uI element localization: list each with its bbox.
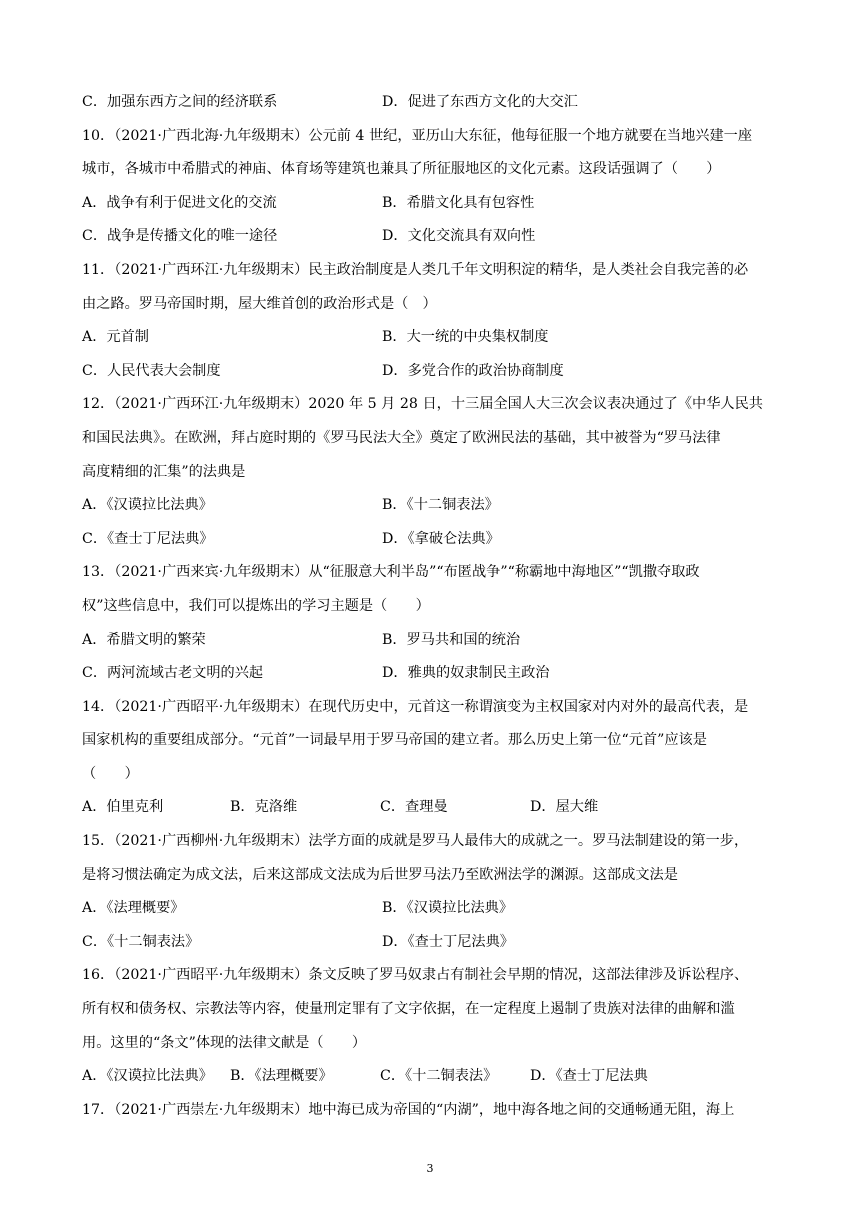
q15-options-ab [82,892,782,926]
question-14-stem: 14．（2021·广西昭平·九年级期末）在现代历史中，元首这一称谓演变为主权国家对内对外的最高代表，是 [82,698,749,715]
question-list [82,86,782,1127]
q15-options-cd [82,926,782,960]
option-c: C．加强东西方之间的经济联系 [82,94,278,110]
option-b: B．克洛维 [230,799,298,816]
option-a: A．《汉谟拉比法典》 [82,497,213,514]
question-12-stem-cont: 高度精细的汇集”的法典是 [82,463,246,480]
option-d: D．屋大维 [530,799,599,816]
option-d: D．《查士丁尼法典》 [382,933,514,950]
question-14-stem-cont: （ ） [82,765,139,782]
option-a: A．元首制 [82,329,149,346]
question-10-stem-cont: 城市，各城市中希腊式的神庙、体育场等建筑也兼具了所征服地区的文化元素。这段话强调了（ ） [82,161,721,178]
option-a: A．战争有利于促进文化的交流 [82,194,277,211]
q11-options-cd [82,355,782,389]
option-d: D．《查士丁尼法典 [530,1068,648,1085]
option-b: B．《十二铜表法》 [382,497,499,514]
option-a: A．《汉谟拉比法典》 [82,1068,213,1085]
q10-options-cd [82,220,782,254]
q13-options-cd [82,657,782,691]
question-11-stem: 11．（2021·广西环江·九年级期末）民主政治制度是人类几千年文明积淀的精华，是人类社会自我完善的必 [82,261,749,278]
q10-options-ab [82,187,782,221]
question-14-stem-cont: 国家机构的重要组成部分。“元首”一词最早用于罗马帝国的建立者。那么历史上第一位“元首”应该是 [82,732,707,749]
option-c: C．《十二铜表法》 [380,1068,498,1085]
q12-options-ab [82,489,782,523]
option-c: C．《查士丁尼法典》 [82,530,214,547]
question-15-stem-cont: 是将习惯法确定为成文法，后来这部成文法成为后世罗马法乃至欧洲法学的渊源。这部成文法是 [82,866,678,883]
option-a: A．《法理概要》 [82,900,185,917]
question-16-stem: 16．（2021·广西昭平·九年级期末）条文反映了罗马奴隶占有制社会早期的情况，这部法律涉及诉讼程序、 [82,967,749,984]
option-b: B．罗马共和国的统治 [382,631,521,648]
option-d: D．多党合作的政治协商制度 [382,362,564,379]
question-15-stem: 15．（2021·广西柳州·九年级期末）法学方面的成就是罗马人最伟大的成就之一。罗马法制建设的第一步， [82,833,749,850]
question-17-stem: 17．（2021·广西崇左·九年级期末）地中海已成为帝国的“内湖”，地中海各地之间的交通畅通无阻，海上 [82,1101,735,1118]
question-12-stem: 12．（2021·广西环江·九年级期末）2020 年 5 月 28 日，十三届全国人大三次会议表决通过了《中华人民共 [82,396,763,413]
q13-options-ab [82,624,782,658]
option-c: C．查理曼 [380,799,448,816]
question-16-stem-cont: 所有权和债务权、宗教法等内容，使量刑定罪有了文字依据，在一定程度上遏制了贵族对法律的曲解和滥 [82,1001,735,1018]
option-b: B．《汉谟拉比法典》 [382,900,514,917]
option-c: C．两河流域古老文明的兴起 [82,665,264,682]
option-b: B．大一统的中央集权制度 [382,329,549,346]
option-a: A．希腊文明的繁荣 [82,631,206,648]
option-b: B．希腊文化具有包容性 [382,194,535,211]
option-d: D．《拿破仑法典》 [382,530,500,547]
question-13-stem-cont: 权”这些信息中，我们可以提炼出的学习主题是（ ） [82,597,430,614]
q14-options [82,791,782,825]
q9-options-cd [82,86,782,120]
option-d: D．雅典的奴隶制民主政治 [382,665,550,682]
option-d: D．文化交流具有双向性 [382,228,536,245]
option-b: B．《法理概要》 [230,1068,333,1085]
question-12-stem-cont: 和国民法典》。在欧洲，拜占庭时期的《罗马民法大全》奠定了欧洲民法的基础，其中被誉为“罗马法律 [82,429,721,446]
q16-options [82,1060,782,1094]
option-c: C．《十二铜表法》 [82,933,200,950]
option-d: D．促进了东西方文化的大交汇 [382,94,578,110]
q12-options-cd [82,523,782,557]
option-a: A．伯里克利 [82,799,164,816]
question-10-stem: 10．（2021·广西北海·九年级期末）公元前 4 世纪，亚历山大东征，他每征服一个地方就要在当地兴建一座 [82,127,753,144]
question-13-stem: 13．（2021·广西来宾·九年级期末）从“征服意大利半岛”“布匿战争”“称霸地中海地区”“凯撒夺取政 [82,564,700,581]
page-number: 3 [426,1162,434,1175]
question-16-stem-cont: 用。这里的“条文”体现的法律文献是（ ） [82,1034,367,1051]
question-11-stem-cont: 由之路。罗马帝国时期，屋大维首创的政治形式是（ ） [82,295,437,312]
q11-options-ab [82,321,782,355]
option-c: C．战争是传播文化的唯一途径 [82,228,278,245]
option-c: C．人民代表大会制度 [82,362,221,379]
